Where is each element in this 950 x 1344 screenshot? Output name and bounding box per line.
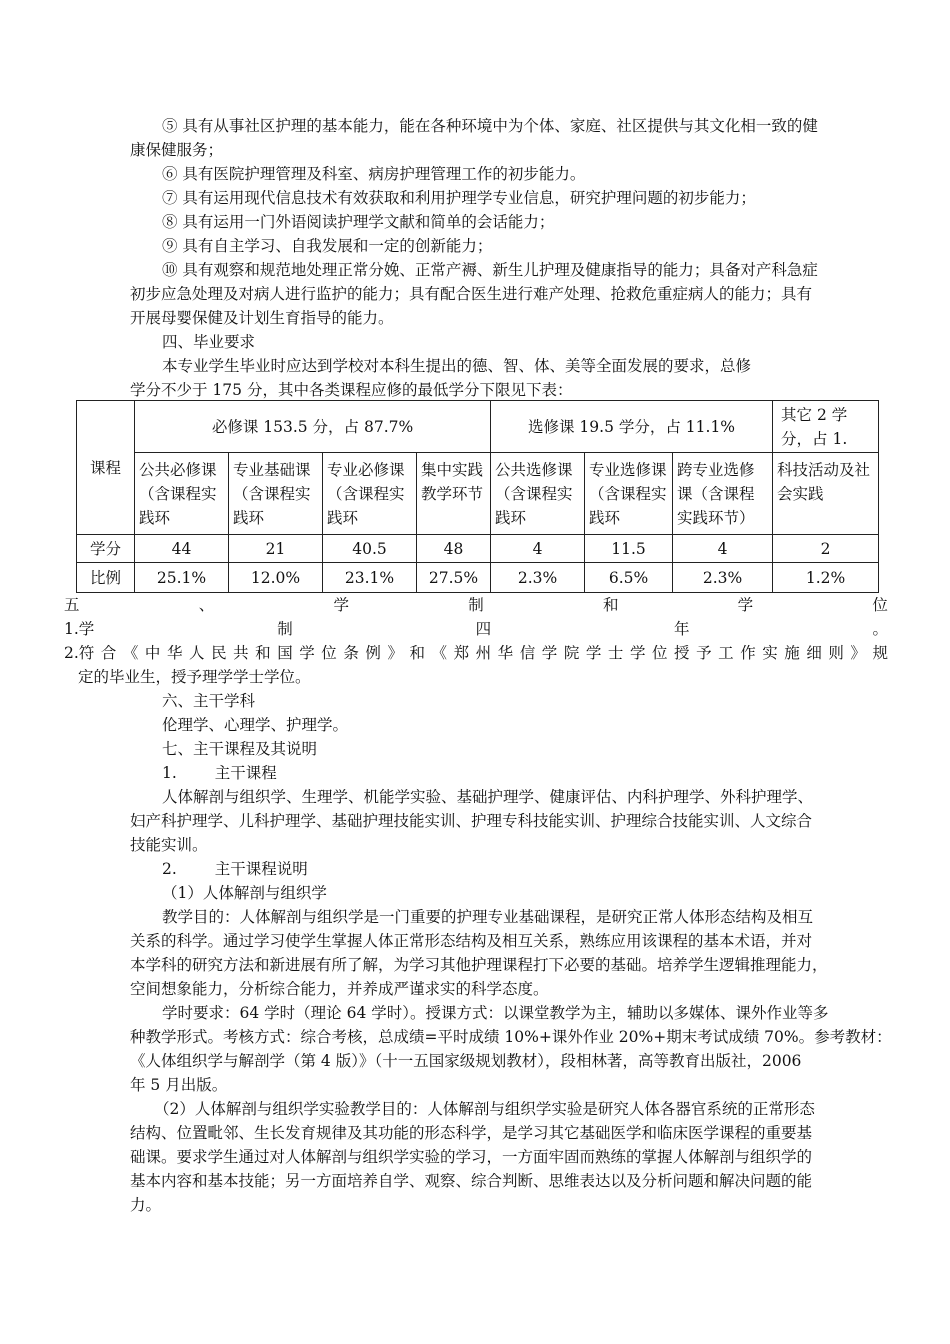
course-type-name: 跨专业选修课（含课程实践环节）	[677, 460, 755, 527]
spread-char: 州	[475, 644, 492, 662]
section-7-heading: 七、主干课程及其说明	[162, 740, 318, 758]
spread-char: 位	[872, 596, 888, 614]
spread-char: 信	[519, 644, 536, 662]
section-5-line-2	[64, 643, 888, 663]
ability-10-line-1: ⑩ 具有观察和规范地处理正常分娩、正常产褥、新生儿护理及健康指导的能力；具备对产科急症	[162, 261, 818, 279]
course-type-name: 公共选修课（含课程实践环	[495, 460, 573, 527]
graduation-paragraph-line-2: 学分不少于 175 分，其中各类课程应修的最低学分下限见下表：	[130, 381, 573, 399]
spread-char: 中	[144, 644, 161, 662]
ratio-value: 27.5%	[417, 563, 491, 593]
spread-char: 规	[872, 644, 888, 662]
spread-char: 2.符	[64, 644, 95, 662]
credit-value: 4	[491, 535, 585, 563]
course-1-title: （1）人体解剖与组织学	[162, 884, 327, 902]
ability-10-line-2: 初步应急处理及对病人进行监护的能力；具有配合医生进行难产处理、抢救危重症病人的能力；具有	[130, 285, 813, 303]
credit-table	[76, 400, 879, 593]
main-courses-line-1: 人体解剖与组织学、生理学、机能学实验、基础护理学、健康评估、内科护理学、外科护理学、	[162, 788, 814, 806]
course-type-cell	[491, 453, 585, 535]
sub-1-title: 主干课程	[214, 764, 277, 782]
credit-value: 4	[673, 535, 773, 563]
course-2-line-4: 基本内容和基本技能；另一方面培养自学、观察、综合判断、思维表达以及分析问题和解决问题的能	[130, 1172, 813, 1190]
spread-char: 、	[198, 596, 215, 614]
credit-value: 48	[417, 535, 491, 563]
course-2-line-5: 力。	[130, 1196, 162, 1214]
spread-char: 五	[64, 596, 80, 614]
other-group-header: 其它 2 学分，占 1.	[773, 401, 879, 453]
course-type-name: 公共必修课（含课程实践环	[139, 460, 217, 527]
spread-char: 条	[343, 644, 359, 662]
credit-value: 2	[773, 535, 879, 563]
sub-2-title: 主干课程说明	[214, 860, 308, 878]
spread-char: 华	[497, 644, 514, 662]
spread-char: 工	[718, 644, 734, 662]
course-type-cell	[673, 453, 773, 535]
spread-char: 学	[541, 644, 558, 662]
course-type-name: 专业必修课（含课程实践环	[327, 460, 405, 527]
course-1-goal-line-1: 教学目的：人体解剖与组织学是一门重要的护理专业基础课程，是研究正常人体形态结构及相互	[162, 908, 814, 926]
spread-char: 郑	[453, 644, 470, 662]
spread-char: 和	[602, 596, 619, 614]
ratio-value: 2.3%	[491, 563, 585, 593]
spread-char: 民	[211, 644, 227, 662]
course-type-cell	[135, 453, 229, 535]
elective-group-header: 选修课 19.5 学分，占 11.1%	[491, 401, 773, 453]
spread-char: 年	[674, 620, 690, 638]
graduation-paragraph-line-1: 本专业学生毕业时应达到学校对本科生提出的德、智、体、美等全面发展的要求，总修	[162, 357, 752, 375]
spread-char: 《	[431, 644, 448, 662]
spread-char: 学	[299, 644, 315, 662]
spread-char: 》	[850, 644, 866, 662]
spread-char: 制	[468, 596, 484, 614]
spread-char: 学	[629, 644, 646, 662]
spread-char: 1.学	[64, 620, 95, 638]
spread-char: 位	[321, 644, 337, 662]
main-courses-line-3: 技能实训。	[130, 836, 208, 854]
course-type-name: 集中实践教学环节	[421, 460, 484, 503]
required-group-header: 必修课 153.5 分，占 87.7%	[135, 401, 491, 453]
ratio-value: 2.3%	[673, 563, 773, 593]
course-type-name: 科技活动及社会实践	[777, 460, 871, 503]
section-6-content: 伦理学、心理学、护理学。	[162, 716, 349, 734]
course-1-goal-line-4: 空间想象能力，分析综合能力，并养成严谨求实的科学态度。	[130, 980, 549, 998]
course-row-label: 课程	[77, 401, 135, 535]
spread-char: 合	[100, 644, 117, 662]
spread-char: 和	[255, 644, 271, 662]
course-2-line-2: 结构、位置毗邻、生长发育规律及其功能的形态科学，是学习其它基础医学和临床医学课程的重要基	[130, 1124, 813, 1142]
graduation-heading: 四、毕业要求	[162, 333, 256, 351]
ratio-value: 12.0%	[229, 563, 323, 593]
spread-char: 四	[475, 620, 492, 638]
course-type-cell	[585, 453, 673, 535]
course-1-req-line-2: 种教学形式。考核方式：综合考核，总成绩=平时成绩 10%+课外作业 20%+期末考试成绩 70%。参考教材：	[130, 1028, 892, 1046]
spread-char: 作	[740, 644, 756, 662]
course-1-req-line-1: 学时要求：64 学时（理论 64 学时）。授课方式：以课堂教学为主，辅助以多媒体、课外作业等多	[162, 1004, 829, 1022]
spread-char: 《	[122, 644, 139, 662]
ability-10-line-3: 开展母婴保健及计划生育指导的能力。	[130, 309, 394, 327]
course-1-req-line-3: 《人体组织学与解剖学（第 4 版）》（十一五国家级规划教材），段相林著，高等教育出版社，2006	[130, 1052, 802, 1070]
spread-char: 予	[696, 644, 712, 662]
spread-char: 施	[784, 644, 800, 662]
course-type-name: 专业基础课（含课程实践环	[233, 460, 311, 527]
section-7-sub-2	[162, 859, 308, 879]
course-type-name: 专业选修课（含课程实践环	[589, 460, 667, 527]
spread-char: 共	[233, 644, 249, 662]
ability-8: ⑧ 具有运用一门外语阅读护理学文献和简单的会话能力；	[162, 213, 555, 231]
spread-char: 华	[166, 644, 183, 662]
course-1-req-line-4: 年 5 月出版。	[130, 1076, 228, 1094]
spread-char: 制	[277, 620, 293, 638]
ratio-row-label: 比例	[77, 563, 135, 593]
spread-char: 国	[277, 644, 293, 662]
credit-value: 44	[135, 535, 229, 563]
course-type-cell	[229, 453, 323, 535]
credit-value: 11.5	[585, 535, 673, 563]
spread-char: 位	[652, 644, 668, 662]
spread-char: 士	[607, 644, 624, 662]
spread-char: 实	[762, 644, 778, 662]
course-type-cell	[323, 453, 417, 535]
ability-5-line-2: 康保健服务；	[130, 141, 224, 159]
credit-row-label: 学分	[77, 535, 135, 563]
spread-char: 。	[872, 620, 888, 638]
course-2-line-1: （2）人体解剖与组织学实验教学目的：人体解剖与组织学实验是研究人体各器官系统的正常形态	[154, 1100, 815, 1118]
ratio-value: 1.2%	[773, 563, 879, 593]
ability-5-line-1: ⑤ 具有从事社区护理的基本能力，能在各种环境中为个体、家庭、社区提供与其文化相一致的健	[162, 117, 818, 135]
spread-char: 授	[674, 644, 690, 662]
spread-char: 人	[189, 644, 205, 662]
ratio-value: 23.1%	[323, 563, 417, 593]
spread-char: 例	[365, 644, 381, 662]
sub-1-number: 1.	[162, 764, 177, 782]
spread-char: 》	[387, 644, 403, 662]
spread-char: 学	[585, 644, 602, 662]
spread-char: 细	[806, 644, 822, 662]
spread-char: 则	[828, 644, 844, 662]
ability-9: ⑨ 具有自主学习、自我发展和一定的创新能力；	[162, 237, 493, 255]
course-2-line-3: 础课。要求学生通过对人体解剖与组织学实验的学习，一方面牢固而熟练的掌握人体解剖与组织学的	[130, 1148, 813, 1166]
ability-6: ⑥ 具有医院护理管理及科室、病房护理管理工作的初步能力。	[162, 165, 586, 183]
ratio-value: 25.1%	[135, 563, 229, 593]
section-7-sub-1	[162, 763, 277, 783]
ratio-value: 6.5%	[585, 563, 673, 593]
spread-char: 和	[409, 644, 425, 662]
section-5-line-3: 定的毕业生，授予理学学士学位。	[78, 668, 311, 686]
main-courses-line-2: 妇产科护理学、儿科护理学、基础护理技能实训、护理专科技能实训、护理综合技能实训、人文综合	[130, 812, 813, 830]
section-5-line-1	[64, 619, 888, 639]
spread-char: 学	[737, 596, 754, 614]
course-1-goal-line-2: 关系的科学。通过学习使学生掌握人体正常形态结构及相互关系，熟练应用该课程的基本术语，并对	[130, 932, 813, 950]
sub-2-number: 2.	[162, 860, 177, 878]
course-1-goal-line-3: 本学科的研究方法和新进展有所了解，为学习其他护理课程打下必要的基础。培养学生逻辑推理能力，	[130, 956, 828, 974]
ability-7: ⑦ 具有运用现代信息技术有效获取和利用护理学专业信息，研究护理问题的初步能力；	[162, 189, 756, 207]
credit-value: 21	[229, 535, 323, 563]
course-type-cell	[773, 453, 879, 535]
course-type-cell	[417, 453, 491, 535]
section-5-heading	[64, 595, 888, 615]
spread-char: 院	[563, 644, 580, 662]
spread-char: 学	[333, 596, 349, 614]
credit-value: 40.5	[323, 535, 417, 563]
section-6-heading: 六、主干学科	[162, 692, 256, 710]
